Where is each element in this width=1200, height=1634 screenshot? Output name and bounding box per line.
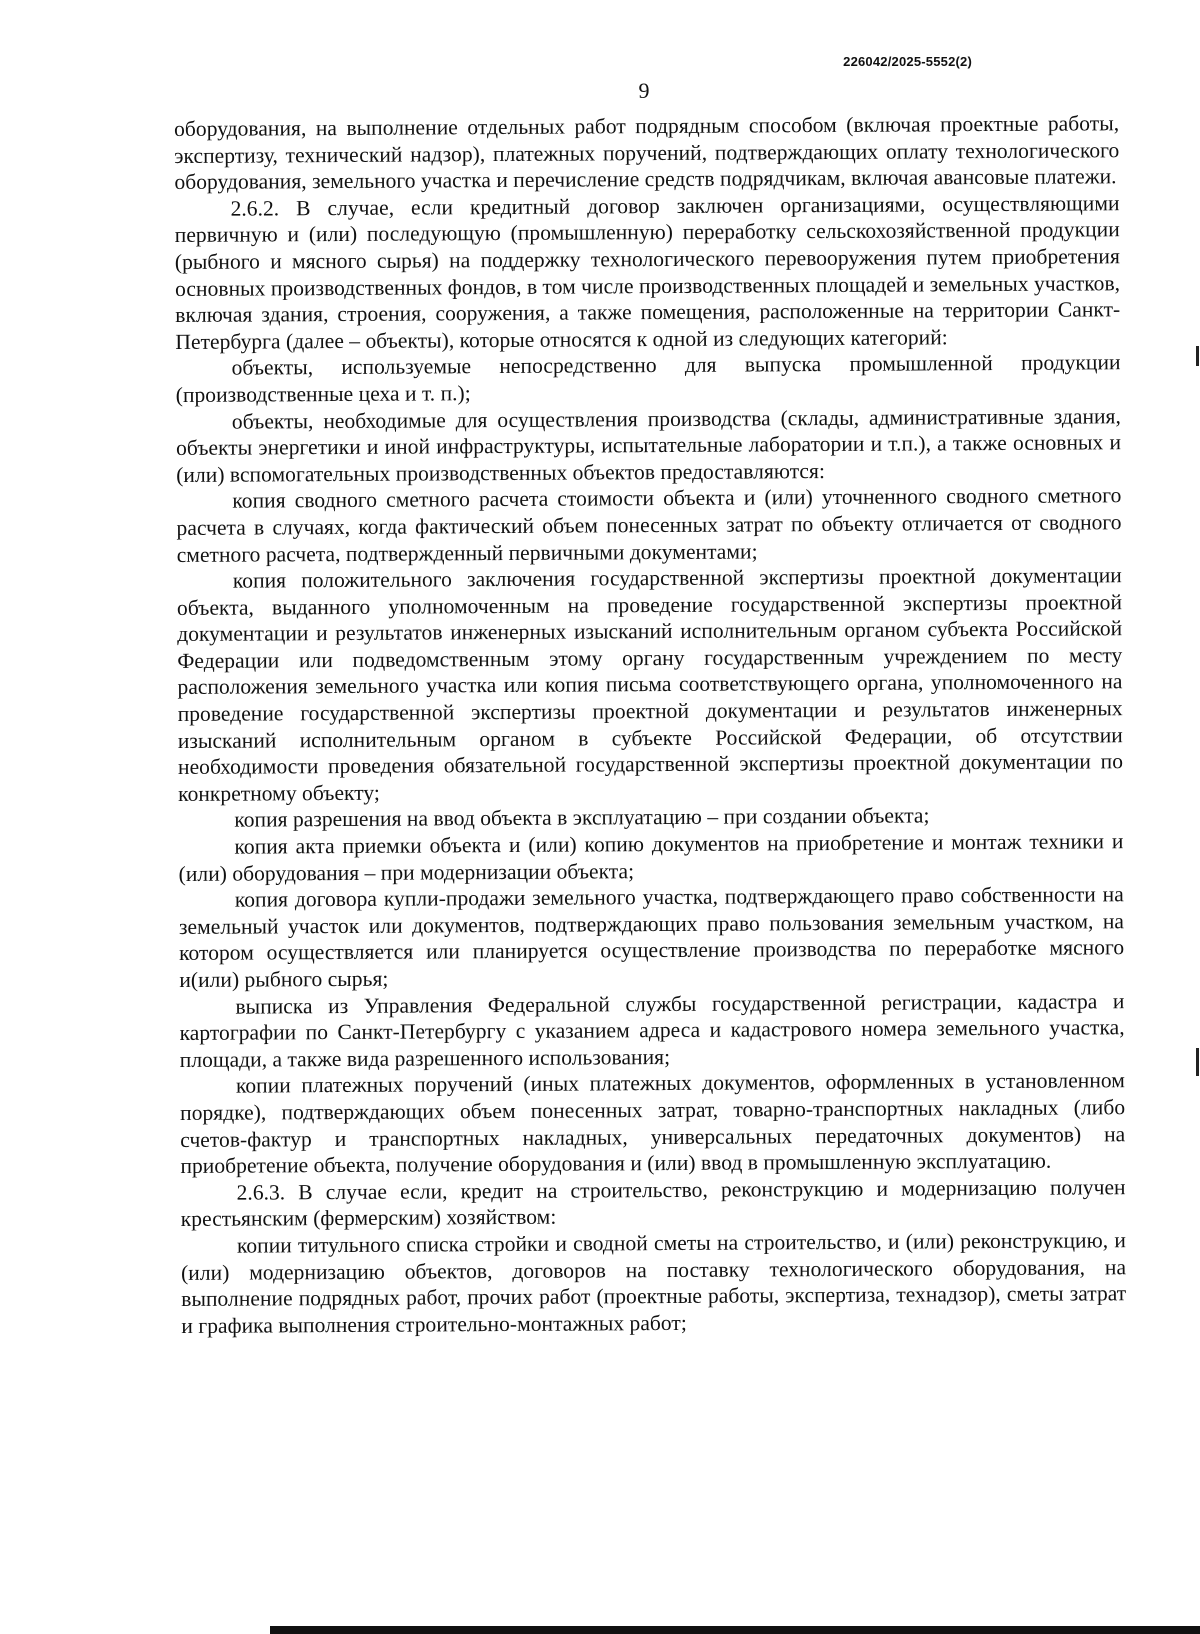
page-number: 9 [638, 78, 650, 103]
paragraph-objects-production: объекты, используемые непосредственно для выпуска промышленной продукции (производственные цеха и т. п.); [175, 350, 1121, 407]
paragraph-commissioning-permit: копия разрешения на ввод объекта в эксплуатацию – при создании объекта; [234, 803, 930, 833]
paragraph-estimate-copy: копия сводного сметного расчета стоимости объекта и (или) уточненного сводного сметного расчета в случаях, когда фактический объем понесенных затрат по объекту отличается от сводного сметного расчета, подтвержденный первичными документами; [176, 483, 1122, 567]
paragraph-expertise-copy: копия положительного заключения государственной экспертизы проектной документации объекта, выданного уполномоченным на проведение государственной экспертизы проектной документации и результатов инженерных изысканий исполнительным органом субъекта Российской Федерации или подведомственным этому органу государственным учреждением по месту расположения земельного участка или копия письма соответствующего органа, уполномоченного на проведение государственной экспертизы проектной документации и результатов инженерных изысканий исполнительным органом в субъекте Российской Федерации, об отсутствии необходимости проведения обязательной государственной экспертизы проектной документации по конкретному объекту; [176, 563, 1124, 806]
scan-edge-mark-top [1196, 346, 1199, 366]
paragraph-payment-orders: копии платежных поручений (иных платежных документов, оформленных в установленном порядке), подтверждающих объем понесенных затрат, товарно-транспортных накладных (либо счетов-фактур и транспортных накладных, универсальных передаточных документов) на приобретение объекта, получение оборудования и (или) ввод в промышленную эксплуатацию. [180, 1068, 1126, 1179]
paragraph-title-list: копии титульного списка стройки и сводной сметы на строительство, и (или) реконструкцию, и (или) модернизацию объектов, договоров на поставку технологического оборудования, на выполнение подрядных работ, прочих работ (проектные работы, экспертиза, технадзор), сметы затрат и графика выполнения строительно-монтажных работ; [180, 1228, 1127, 1338]
scan-edge-mark-middle [1196, 1048, 1199, 1076]
paragraph-2-6-3: 2.6.3. В случае если, кредит на строительство, реконструкцию и модернизацию получен крестьянским (фермерским) хозяйством: [180, 1174, 1126, 1232]
paragraph-land-purchase: копия договора купли-продажи земельного участка, подтверждающего право собственности на земельный участок или документов, подтверждающих право пользования земельным участком, на котором осуществляется или планируется осуществление производства по переработке мясного и(или) рыбного сырья; [178, 882, 1125, 992]
paragraph-acceptance-act: копия акта приемки объекта и (или) копию документов на приобретение и монтаж техники и (или) оборудования – при модернизации объекта; [178, 829, 1124, 886]
document-registration-number: 226042/2025-5552(2) [843, 54, 972, 69]
document-body [174, 110, 1126, 1339]
paragraph-objects-infrastructure: объекты, необходимые для осуществления производства (склады, административные здания, объекты энергетики и иной инфраструктуры, испытательные лаборатории и т.п.), а также основных и (или) вспомогательных производственных объектов предоставляются: [175, 403, 1122, 487]
paragraph-2-6-2: 2.6.2. В случае, если кредитный договор заключен организациями, осуществляющими первичную и (или) последующую (промышленную) переработку сельскохозяйственной продукции (рыбного и мясного сырья) на поддержку технологического перевооружения путем приобретения основных производственных фондов, в том числе производственных площадей и земельных участков, включая здания, строения, сооружения, а также помещения, расположенные на территории Санкт-Петербурга (далее – объекты), которые относятся к одной из следующих категорий: [174, 191, 1121, 354]
paragraph-continuation: оборудования, на выполнение отдельных работ подрядным способом (включая проектные работы, экспертизу, технический надзор), платежных поручений, подтверждающих оплату технологического оборудования, земельного участка и перечисление средств подрядчикам, включая авансовые платежи. [174, 111, 1120, 195]
paragraph-registry-extract: выписка из Управления Федеральной службы государственной регистрации, кадастра и картографии по Санкт-Петербургу с указанием адреса и кадастрового номера земельного участка, площади, а также вида разрешенного использования; [179, 988, 1125, 1072]
scan-bottom-edge [270, 1626, 1200, 1634]
